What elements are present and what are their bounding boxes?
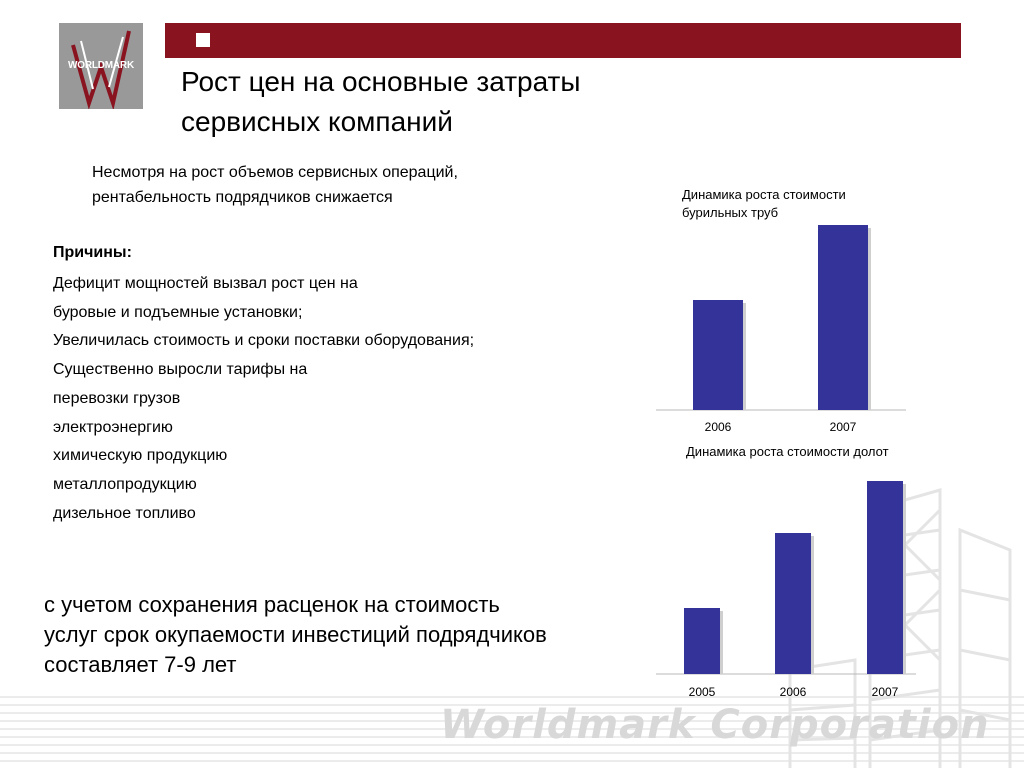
chart-bits-tick-label: 2005 [688, 685, 716, 699]
conclusion-line-2: услуг срок окупаемости инвестиций подрядчиков [44, 622, 547, 647]
reason-item: Существенно выросли тарифы на [53, 361, 308, 379]
reason-item: перевозки грузов [53, 389, 181, 407]
reason-item: химическую продукцию [53, 447, 228, 465]
title-line-1: Рост цен на основные затраты [181, 66, 581, 97]
chart-pipes-bar [693, 300, 743, 410]
chart-pipes-bar [818, 225, 868, 410]
logo-text: WORLDMARK [68, 60, 134, 71]
reason-item: Увеличилась стоимость и сроки поставки оборудования; [53, 332, 475, 350]
chart-bits-tick-label: 2007 [871, 685, 899, 699]
chart-pipes-title-line-1: Динамика роста стоимости [682, 187, 846, 202]
subtitle-line-2: рентабельность подрядчиков снижается [92, 189, 393, 206]
chart-pipes [650, 215, 910, 440]
page-title [181, 62, 781, 142]
reasons-heading: Причины: [53, 244, 132, 261]
reason-item: электроэнергию [53, 418, 173, 436]
reason-item: дизельное топливо [53, 504, 196, 522]
worldmark-logo [59, 23, 143, 109]
subtitle [92, 160, 612, 210]
chart-bits-tick-label: 2006 [779, 685, 807, 699]
subtitle-line-1: Несмотря на рост объемов сервисных операций, [92, 164, 458, 181]
chart-bits [650, 470, 930, 705]
reason-item: буровые и подъемные установки; [53, 303, 303, 321]
title-bullet-icon [196, 33, 210, 47]
title-line-2: сервисных компаний [181, 106, 453, 137]
watermark-text: Worldmark Corporation [440, 702, 990, 748]
chart-bits-title [686, 443, 966, 461]
chart-bits-title-line-1: Динамика роста стоимости долот [686, 444, 889, 459]
chart-bits-bar [867, 481, 903, 674]
conclusion-line-1: с учетом сохранения расценок на стоимость [44, 592, 500, 617]
chart-pipes-tick-label: 2007 [829, 420, 857, 434]
chart-bits-bar [684, 608, 720, 674]
chart-pipes-title-line-2: бурильных труб [682, 205, 779, 220]
reason-item: Дефицит мощностей вызвал рост цен на [53, 275, 358, 292]
title-bar [165, 23, 961, 58]
reasons-list [53, 270, 613, 528]
chart-bits-bar [775, 533, 811, 674]
chart-pipes-tick-label: 2006 [704, 420, 732, 434]
conclusion-text [44, 590, 644, 680]
reason-item: металлопродукцию [53, 475, 197, 493]
conclusion-line-3: составляет 7-9 лет [44, 652, 237, 677]
